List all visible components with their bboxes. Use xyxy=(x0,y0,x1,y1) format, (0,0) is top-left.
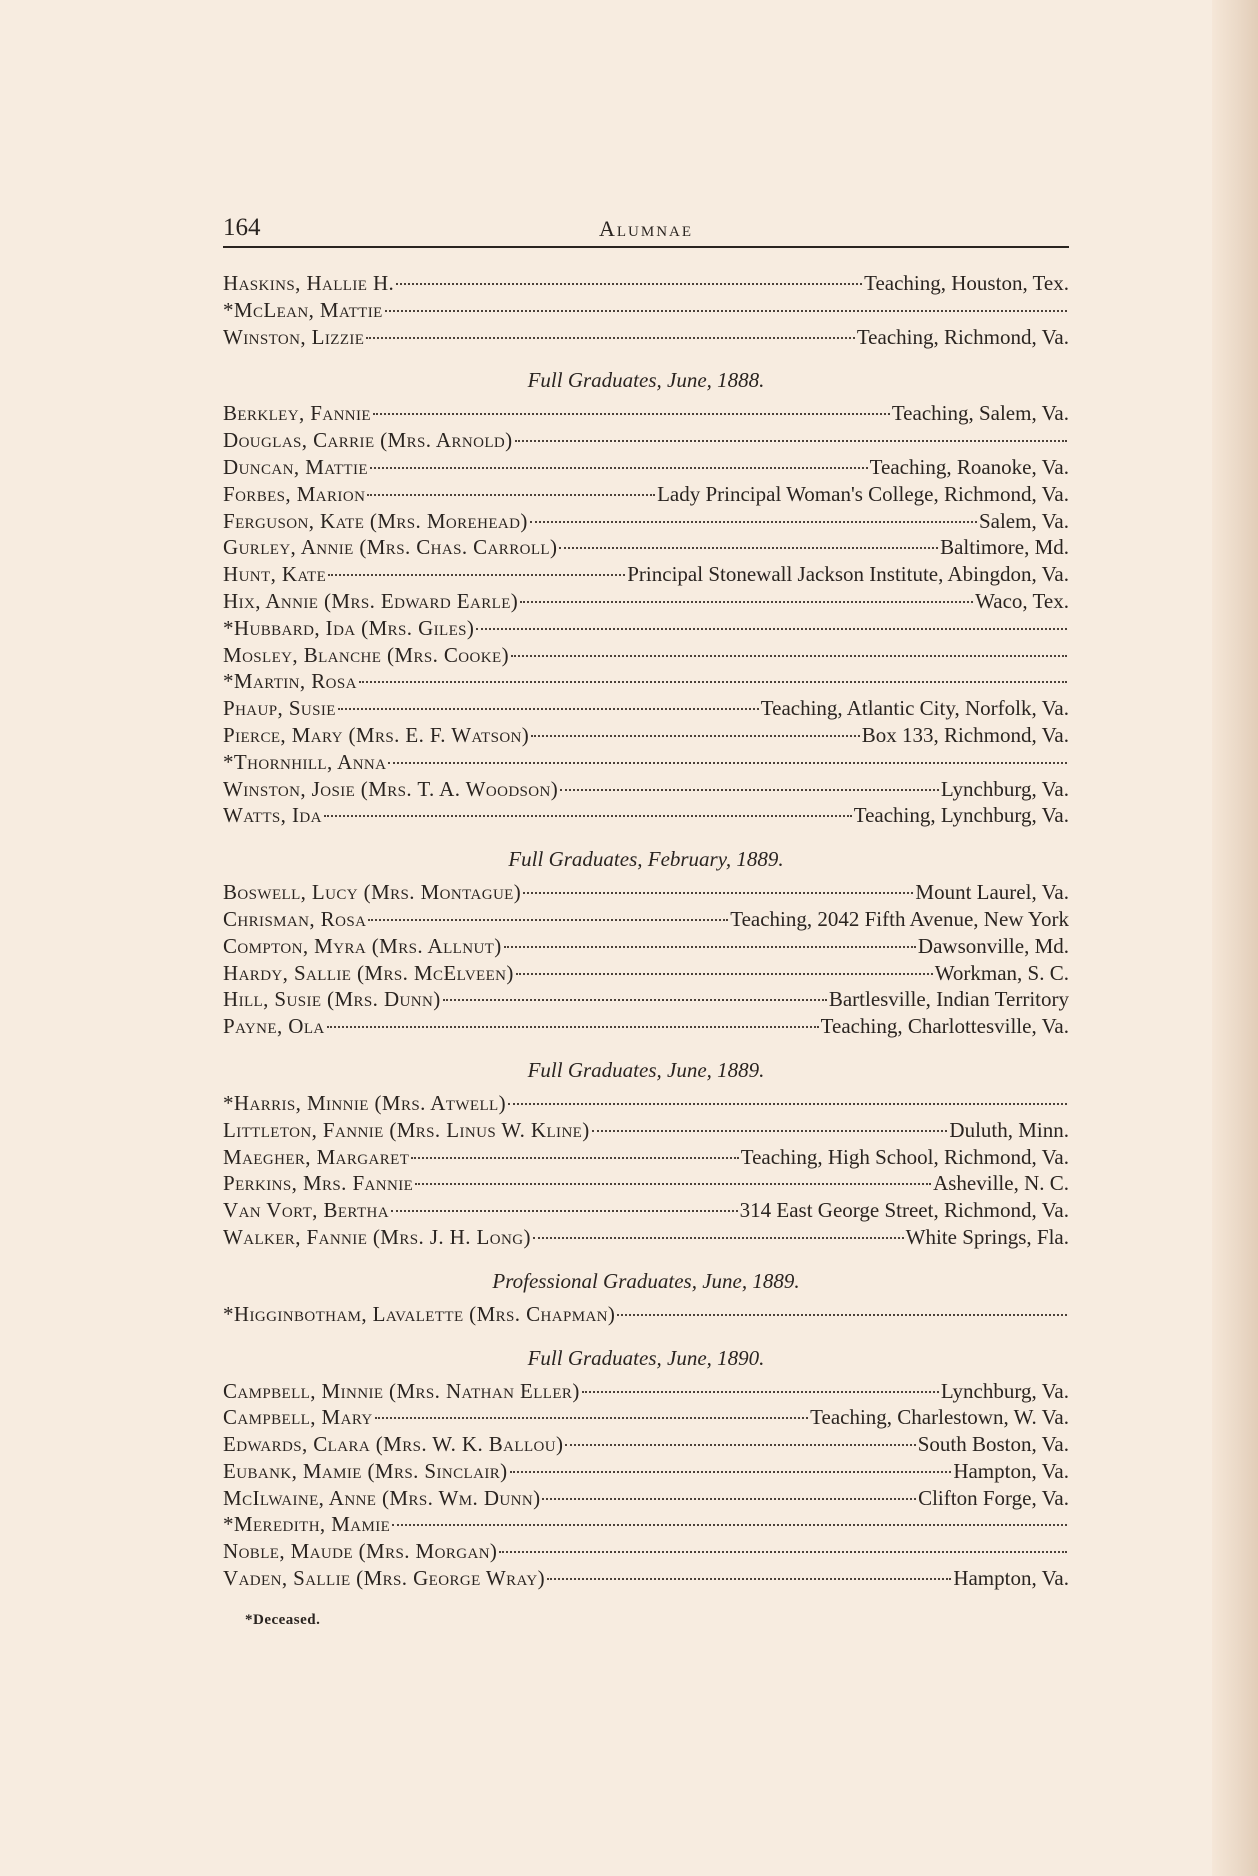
alumna-name: Mosley, Blanche (Mrs. Cooke) xyxy=(223,642,509,667)
graduate-section xyxy=(223,845,1069,1040)
alumna-entry xyxy=(223,1538,1069,1565)
alumna-entry xyxy=(223,1458,1069,1485)
alumna-entry xyxy=(223,561,1069,588)
alumna-entry xyxy=(223,1170,1069,1197)
alumna-name: Douglas, Carrie (Mrs. Arnold) xyxy=(223,428,513,453)
dot-leader xyxy=(368,919,728,921)
alumna-detail: South Boston, Va. xyxy=(917,1432,1069,1457)
alumna-name: Hill, Susie (Mrs. Dunn) xyxy=(223,987,441,1012)
dot-leader xyxy=(542,1498,916,1500)
alumna-detail: Hampton, Va. xyxy=(953,1458,1069,1483)
dot-leader xyxy=(592,1130,948,1132)
dot-leader xyxy=(443,999,827,1001)
alumna-name: Duncan, Mattie xyxy=(223,454,368,479)
alumna-entry xyxy=(223,1485,1069,1512)
alumna-name: Forbes, Marion xyxy=(223,481,366,506)
running-head: Alumnae xyxy=(598,216,694,241)
alumna-entry xyxy=(223,427,1069,454)
alumna-detail: Lady Principal Woman's College, Richmond, Va. xyxy=(657,481,1069,506)
alumna-detail: Teaching, 2042 Fifth Avenue, New York xyxy=(730,906,1069,931)
alumna-detail: Baltimore, Md. xyxy=(940,535,1069,560)
alumna-name: Perkins, Mrs. Fannie xyxy=(223,1171,414,1196)
alumna-entry xyxy=(223,802,1069,829)
dot-leader xyxy=(565,1444,915,1446)
alumna-name: Ferguson, Kate (Mrs. Morehead) xyxy=(223,508,528,533)
page-header xyxy=(223,212,1069,248)
alumna-name: Van Vort, Bertha xyxy=(223,1198,389,1223)
alumna-name: Vaden, Sallie (Mrs. George Wray) xyxy=(223,1566,546,1591)
dot-leader xyxy=(530,521,977,523)
alumna-name: Hix, Annie (Mrs. Edward Earle) xyxy=(223,588,519,613)
alumna-name: Noble, Maude (Mrs. Morgan) xyxy=(223,1539,498,1564)
alumna-entry xyxy=(223,749,1069,776)
alumna-name: Boswell, Lucy (Mrs. Montague) xyxy=(223,880,522,905)
alumna-entry xyxy=(223,960,1069,987)
alumna-entry xyxy=(223,1144,1069,1171)
dot-leader xyxy=(547,1578,951,1580)
dot-leader xyxy=(385,310,1067,312)
section-title: Full Graduates, June, 1888. xyxy=(527,368,765,393)
alumna-name: Haskins, Hallie H. xyxy=(223,271,395,295)
alumna-detail: Teaching, Atlantic City, Norfolk, Va. xyxy=(760,696,1069,721)
alumna-detail: Bartlesville, Indian Territory xyxy=(828,987,1069,1012)
alumna-entry xyxy=(223,615,1069,642)
alumna-name: Campbell, Minnie (Mrs. Nathan Eller) xyxy=(223,1378,580,1403)
alumna-entry xyxy=(223,588,1069,615)
graduate-section xyxy=(223,1267,1069,1328)
dot-leader xyxy=(327,1026,819,1028)
alumna-name: Hunt, Kate xyxy=(223,562,327,587)
alumna-entry xyxy=(223,1511,1069,1538)
alumna-name: McIlwaine, Anne (Mrs. Wm. Dunn) xyxy=(223,1485,541,1510)
dot-leader xyxy=(559,547,938,549)
alumna-detail: Duluth, Minn. xyxy=(949,1117,1069,1142)
alumna-detail: Workman, S. C. xyxy=(934,960,1069,985)
alumna-detail: Teaching, High School, Richmond, Va. xyxy=(740,1144,1069,1169)
alumna-detail: 314 East George Street, Richmond, Va. xyxy=(739,1198,1069,1223)
alumna-entry xyxy=(223,1224,1069,1251)
dot-leader xyxy=(328,574,625,576)
alumna-detail: Teaching, Lynchburg, Va. xyxy=(853,803,1069,828)
graduate-section xyxy=(223,366,1069,829)
alumna-name: Maegher, Margaret xyxy=(223,1144,410,1169)
alumna-name: Eubank, Mamie (Mrs. Sinclair) xyxy=(223,1458,508,1483)
alumna-entry xyxy=(223,933,1069,960)
alumna-detail: Hampton, Va. xyxy=(953,1566,1069,1591)
dot-leader xyxy=(373,413,890,415)
alumna-entry xyxy=(223,1197,1069,1224)
alumna-entry xyxy=(223,508,1069,535)
section-title: Full Graduates, February, 1889. xyxy=(508,847,784,872)
section-title: Full Graduates, June, 1890. xyxy=(527,1345,765,1370)
alumna-detail: Clifton Forge, Va. xyxy=(918,1485,1069,1510)
alumna-detail: Principal Stonewall Jackson Institute, Abingdon, Va. xyxy=(627,562,1069,587)
dot-leader xyxy=(338,708,759,710)
alumna-detail: White Springs, Fla. xyxy=(905,1224,1069,1249)
dot-leader xyxy=(396,283,862,285)
footnote: *Deceased. xyxy=(245,1611,321,1628)
alumna-name: Chrisman, Rosa xyxy=(223,906,367,931)
dot-leader xyxy=(392,1524,1067,1526)
dot-leader xyxy=(504,946,916,948)
dot-leader xyxy=(523,892,913,894)
alumna-entry xyxy=(223,668,1069,695)
alumna-name: *Hubbard, Ida (Mrs. Giles) xyxy=(223,615,475,640)
dot-leader xyxy=(391,1210,738,1212)
alumnae-list xyxy=(223,270,1069,1592)
alumna-entry xyxy=(223,1565,1069,1592)
dot-leader xyxy=(324,815,852,817)
alumna-detail: Mount Laurel, Va. xyxy=(915,880,1069,905)
alumna-detail: Teaching, Roanoke, Va. xyxy=(869,454,1069,479)
alumna-name: Campbell, Mary xyxy=(223,1405,373,1430)
dot-leader xyxy=(510,1471,952,1473)
dot-leader xyxy=(520,601,973,603)
alumna-name: Watts, Ida xyxy=(223,803,322,828)
alumna-entry xyxy=(223,1301,1069,1328)
page-edge xyxy=(1212,0,1258,1876)
section-title: Full Graduates, June, 1889. xyxy=(527,1057,765,1082)
book-page xyxy=(223,212,1069,1629)
alumna-entry xyxy=(223,270,1069,297)
alumna-name: *Meredith, Mamie xyxy=(223,1512,391,1537)
alumna-name: *Martin, Rosa xyxy=(223,669,357,694)
dot-leader xyxy=(375,1417,809,1419)
alumna-detail: Box 133, Richmond, Va. xyxy=(861,722,1069,747)
alumna-entry xyxy=(223,776,1069,803)
graduate-section xyxy=(223,270,1069,350)
alumna-entry xyxy=(223,1090,1069,1117)
dot-leader xyxy=(515,440,1067,442)
alumna-name: *McLean, Mattie xyxy=(223,297,383,322)
alumna-name: Edwards, Clara (Mrs. W. K. Ballou) xyxy=(223,1432,564,1457)
alumna-entry xyxy=(223,534,1069,561)
dot-leader xyxy=(531,735,860,737)
alumna-entry xyxy=(223,879,1069,906)
dot-leader xyxy=(415,1183,931,1185)
dot-leader xyxy=(582,1391,939,1393)
alumna-name: *Higginbotham, Lavalette (Mrs. Chapman) xyxy=(223,1301,616,1326)
alumna-entry xyxy=(223,642,1069,669)
alumna-detail: Teaching, Houston, Tex. xyxy=(864,271,1069,295)
dot-leader xyxy=(499,1551,1067,1553)
page-number: 164 xyxy=(223,214,261,241)
alumna-entry xyxy=(223,454,1069,481)
dot-leader xyxy=(516,973,933,975)
alumna-name: Littleton, Fannie (Mrs. Linus W. Kline) xyxy=(223,1117,590,1142)
alumna-entry xyxy=(223,1431,1069,1458)
alumna-detail: Lynchburg, Va. xyxy=(940,1378,1069,1403)
dot-leader xyxy=(560,789,939,791)
alumna-entry xyxy=(223,400,1069,427)
dot-leader xyxy=(411,1157,738,1159)
alumna-name: *Harris, Minnie (Mrs. Atwell) xyxy=(223,1090,507,1115)
dot-leader xyxy=(511,655,1067,657)
alumna-name: Payne, Ola xyxy=(223,1014,325,1039)
alumna-name: *Thornhill, Anna xyxy=(223,749,387,774)
alumna-entry xyxy=(223,695,1069,722)
alumna-entry xyxy=(223,986,1069,1013)
alumna-entry xyxy=(223,297,1069,324)
alumna-detail: Teaching, Charlottesville, Va. xyxy=(820,1014,1069,1039)
dot-leader xyxy=(533,1237,904,1239)
dot-leader xyxy=(476,628,1067,630)
alumna-entry xyxy=(223,1404,1069,1431)
alumna-entry xyxy=(223,1117,1069,1144)
dot-leader xyxy=(388,762,1067,764)
alumna-entry xyxy=(223,324,1069,351)
alumna-detail: Salem, Va. xyxy=(978,508,1069,533)
dot-leader xyxy=(366,337,854,339)
alumna-detail: Asheville, N. C. xyxy=(933,1171,1069,1196)
alumna-entry xyxy=(223,1013,1069,1040)
alumna-detail: Lynchburg, Va. xyxy=(940,776,1069,801)
alumna-detail: Teaching, Richmond, Va. xyxy=(856,324,1069,349)
alumna-entry xyxy=(223,1378,1069,1405)
alumna-detail: Teaching, Charlestown, W. Va. xyxy=(810,1405,1069,1430)
alumna-name: Pierce, Mary (Mrs. E. F. Watson) xyxy=(223,722,530,747)
alumna-name: Walker, Fannie (Mrs. J. H. Long) xyxy=(223,1224,531,1249)
alumna-entry xyxy=(223,481,1069,508)
dot-leader xyxy=(359,681,1067,683)
section-title: Professional Graduates, June, 1889. xyxy=(492,1268,800,1293)
alumna-name: Compton, Myra (Mrs. Allnut) xyxy=(223,933,502,958)
dot-leader xyxy=(508,1103,1067,1105)
alumna-name: Phaup, Susie xyxy=(223,696,336,721)
alumna-detail: Teaching, Salem, Va. xyxy=(891,401,1069,426)
alumna-entry xyxy=(223,906,1069,933)
dot-leader xyxy=(617,1314,1067,1316)
alumna-name: Berkley, Fannie xyxy=(223,401,371,426)
alumna-detail: Waco, Tex. xyxy=(975,588,1069,613)
alumna-name: Hardy, Sallie (Mrs. McElveen) xyxy=(223,960,514,985)
alumna-name: Winston, Lizzie xyxy=(223,324,365,349)
graduate-section xyxy=(223,1056,1069,1251)
alumna-name: Winston, Josie (Mrs. T. A. Woodson) xyxy=(223,776,559,801)
dot-leader xyxy=(367,494,655,496)
alumna-detail: Dawsonville, Md. xyxy=(917,933,1069,958)
dot-leader xyxy=(370,467,868,469)
graduate-section xyxy=(223,1344,1069,1592)
alumna-name: Gurley, Annie (Mrs. Chas. Carroll) xyxy=(223,535,558,560)
alumna-entry xyxy=(223,722,1069,749)
